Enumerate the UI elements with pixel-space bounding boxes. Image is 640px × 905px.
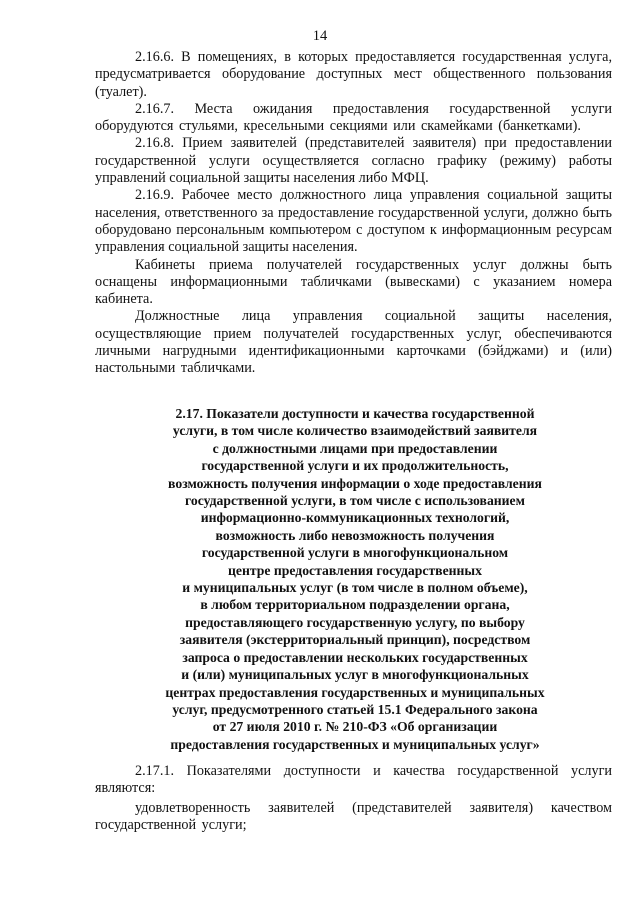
heading-line: центрах предоставления государственных и муниципальных bbox=[165, 684, 545, 700]
heading-line: запроса о предоставлении нескольких государственных bbox=[182, 649, 528, 665]
paragraph-2-16-7: 2.16.7. Места ожидания предоставления государственной услуги оборудуются стульями, кресельными секциями или скамейками (банкетками). bbox=[95, 100, 612, 135]
heading-line: заявителя (экстерриториальный принцип), посредством bbox=[179, 632, 531, 648]
heading-line: в любом территориальном подразделении органа, bbox=[200, 597, 510, 613]
heading-line: государственной услуги и их продолжительность, bbox=[201, 458, 509, 474]
heading-line: 2.17. Показатели доступности и качества государственной bbox=[175, 406, 535, 421]
heading-line: предоставления государственных и муниципальных услуг» bbox=[170, 736, 540, 752]
heading-line: возможность либо невозможность получения bbox=[215, 527, 495, 543]
section-2-17-1-text bbox=[95, 763, 612, 834]
heading-line: услуг, предусмотренного статьей 15.1 Федерального закона bbox=[172, 701, 538, 717]
page-number: 14 bbox=[312, 28, 328, 44]
section-heading-2-17 bbox=[120, 405, 590, 753]
heading-line: услуги, в том числе количество взаимодействий заявителя bbox=[172, 423, 538, 439]
paragraph-2-16-6: 2.16.6. В помещениях, в которых предоставляется государственная услуга, предусматривается оборудование доступных мест общественного пользования (туалет). bbox=[95, 49, 612, 100]
paragraph-2-17-1: 2.17.1. Показателями доступности и качества государственной услуги являются: bbox=[95, 763, 612, 797]
heading-line: государственной услуги, в том числе с использованием bbox=[185, 493, 525, 509]
heading-line: центре предоставления государственных bbox=[228, 562, 482, 578]
heading-line: возможность получения информации о ходе предоставления bbox=[168, 475, 542, 491]
body-text bbox=[95, 49, 612, 378]
paragraph-officials: Должностные лица управления социальной защиты населения, осуществляющие прием получателей государственных услуг, обеспечиваются личными нагрудными идентификационными карточками (бэйджами) и (или) настольными табличками. bbox=[95, 308, 612, 377]
paragraph-satisfaction: удовлетворенность заявителей (представителей заявителя) качеством государственной услуги; bbox=[95, 799, 612, 833]
heading-line: от 27 июля 2010 г. № 210-ФЗ «Об организации bbox=[212, 719, 498, 735]
heading-line: информационно-коммуникационных технологий, bbox=[200, 510, 510, 526]
heading-line: с должностными лицами при предоставлении bbox=[212, 440, 498, 456]
paragraph-cabinets: Кабинеты приема получателей государственных услуг должны быть оснащены информационными табличками (вывесками) с указанием номера кабинета. bbox=[95, 256, 612, 308]
heading-line: предоставляющего государственную услугу, по выбору bbox=[185, 614, 525, 630]
heading-line: государственной услуги в многофункциональном bbox=[201, 545, 509, 561]
paragraph-2-16-9: 2.16.9. Рабочее место должностного лица управления социальной защиты населения, ответственного за предоставление государственной услуги, должно быть оборудовано персональным компьютером с доступом к информационным ресурсам управления социальной защиты населения. bbox=[95, 187, 612, 256]
heading-line: и муниципальных услуг (в том числе в полном объеме), bbox=[182, 580, 528, 596]
paragraph-2-16-8: 2.16.8. Прием заявителей (представителей заявителя) при предоставлении государственной услуги осуществляется согласно графику (режиму) работы управлений социальной защиты населения либо МФЦ. bbox=[95, 135, 612, 187]
heading-line: и (или) муниципальных услуг в многофункциональных bbox=[181, 667, 529, 683]
